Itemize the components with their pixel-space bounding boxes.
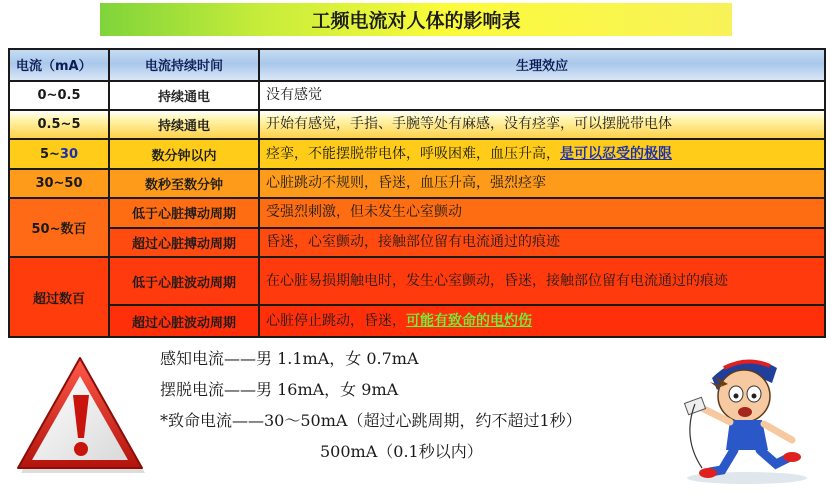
effect-text: 心脏停止跳动，昏迷， — [266, 312, 406, 329]
table-row — [9, 139, 825, 168]
cell-current: 30~50 — [9, 169, 109, 198]
table-row — [9, 305, 825, 337]
header-effect: 生理效应 — [259, 49, 825, 81]
cell-effect: 受强烈刺激，但未发生心室颤动 — [259, 198, 825, 227]
cell-effect — [259, 139, 825, 168]
cell-duration: 数分钟以内 — [109, 139, 259, 168]
cell-effect: 没有感觉 — [259, 81, 825, 110]
header-current: 电流（mA） — [9, 49, 109, 81]
table-header-row — [9, 49, 825, 81]
table-row — [9, 110, 825, 139]
cell-duration: 低于心脏波动周期 — [109, 257, 259, 305]
cell-current: 超过数百 — [9, 257, 109, 337]
table-row — [9, 257, 825, 305]
effect-highlight: 是可以忍受的极限 — [560, 145, 672, 162]
cell-duration: 超过心脏波动周期 — [109, 305, 259, 337]
effect-text: 痉挛，不能摆脱带电体，呼吸困难，血压升高， — [266, 145, 560, 162]
cell-duration: 低于心脏搏动周期 — [109, 198, 259, 227]
cell-duration: 持续通电 — [109, 81, 259, 110]
cell-effect — [259, 305, 825, 337]
page-title: 工频电流对人体的影响表 — [100, 3, 732, 36]
effect-highlight: 可能有致命的电灼伤 — [406, 312, 532, 329]
note-let-go-current: 摆脱电流——男 16mA，女 9mA — [160, 380, 399, 399]
note-lethal-current: *致命电流——30～50mA（超过心跳周期，约不超过1秒） — [160, 411, 582, 430]
cell-duration: 持续通电 — [109, 110, 259, 139]
table-row — [9, 228, 825, 257]
cell-effect: 在心脏易损期触电时，发生心室颤动，昏迷，接触部位留有电流通过的痕迹 — [259, 257, 825, 305]
cell-effect: 开始有感觉，手指、手腕等处有麻感，没有痉挛，可以摆脱带电体 — [259, 110, 825, 139]
cell-current: 0~0.5 — [9, 81, 109, 110]
current-low: 5~ — [39, 146, 60, 162]
cell-current — [9, 139, 109, 168]
cell-current: 0.5~5 — [9, 110, 109, 139]
cell-duration: 数秒至数分钟 — [109, 169, 259, 198]
note-lethal-current-short: 500mA（0.1秒以内） — [320, 442, 483, 461]
cell-duration: 超过心脏搏动周期 — [109, 228, 259, 257]
table-row — [9, 198, 825, 227]
table-row — [9, 169, 825, 198]
cell-effect: 心脏跳动不规则，昏迷，血压升高，强烈痉挛 — [259, 169, 825, 198]
header-duration: 电流持续时间 — [109, 49, 259, 81]
table-row — [9, 81, 825, 110]
cell-current: 50~数百 — [9, 198, 109, 257]
cell-effect: 昏迷，心室颤动，接触部位留有电流通过的痕迹 — [259, 228, 825, 257]
current-high: 30 — [59, 146, 79, 162]
warning-triangle-icon — [10, 350, 150, 480]
note-perception-current: 感知电流——男 1.1mA，女 0.7mA — [160, 349, 419, 368]
notes-block — [160, 343, 720, 467]
current-effects-table — [8, 48, 826, 338]
